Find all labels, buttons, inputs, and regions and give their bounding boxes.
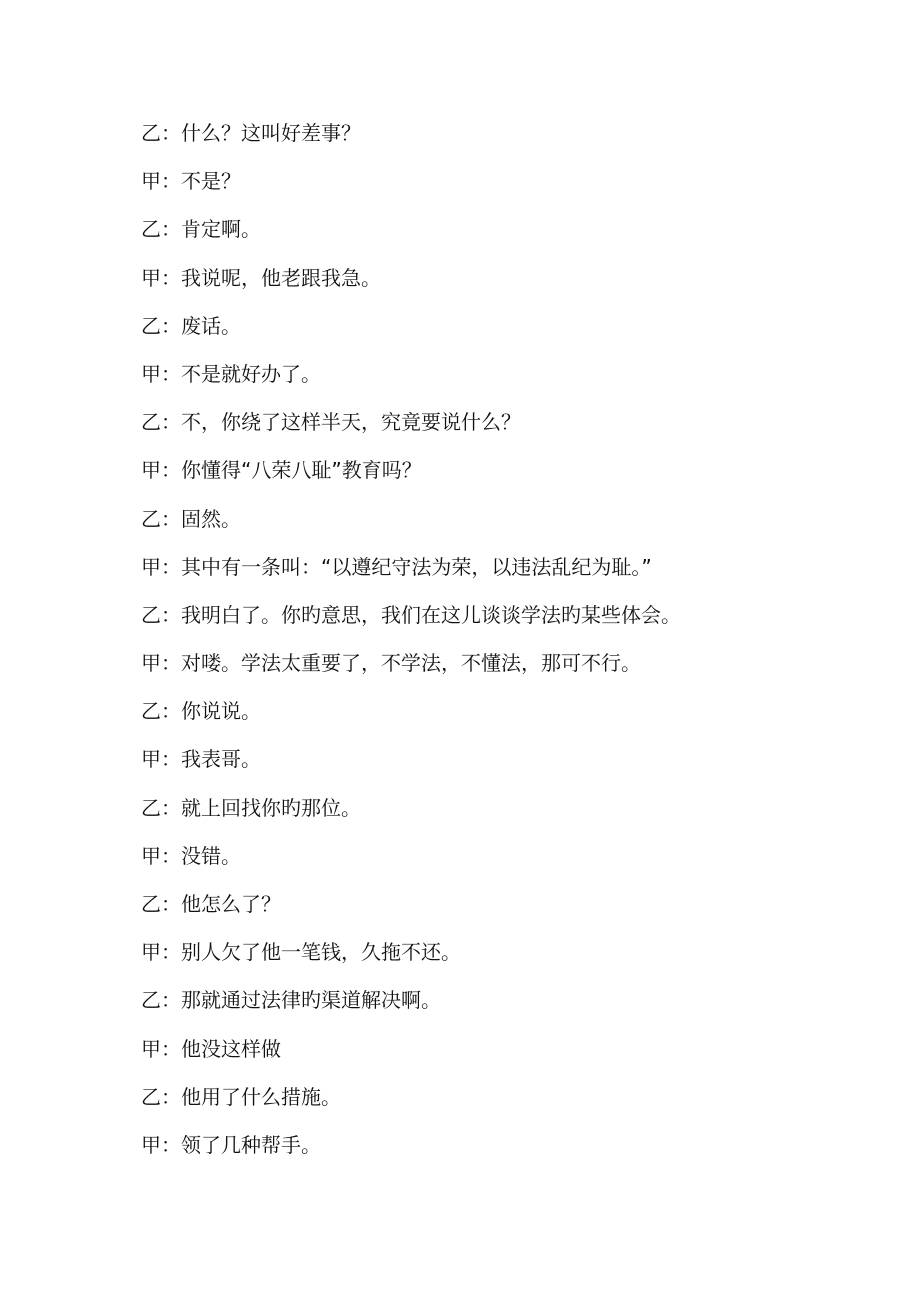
dialogue-text: 他怎么了？ — [181, 892, 281, 916]
dialogue-line — [141, 792, 841, 840]
speaker-separator: ： — [161, 313, 181, 338]
speaker-separator: ： — [161, 1036, 181, 1061]
dialogue-list — [141, 117, 841, 1177]
speaker-separator: ： — [161, 651, 181, 676]
speaker-label: 乙 — [141, 313, 161, 338]
dialogue-line — [141, 1081, 841, 1129]
speaker-label: 甲 — [141, 747, 161, 772]
dialogue-line — [141, 551, 841, 599]
dialogue-line — [141, 1033, 841, 1081]
speaker-separator: ： — [161, 892, 181, 916]
dialogue-text: 固然。 — [181, 506, 241, 531]
dialogue-line — [141, 503, 841, 551]
speaker-separator: ： — [161, 1084, 181, 1109]
speaker-label: 甲 — [141, 1036, 161, 1061]
speaker-separator: ： — [161, 458, 181, 483]
dialogue-text: 没错。 — [181, 843, 241, 868]
speaker-separator: ： — [161, 265, 181, 290]
dialogue-text: 你懂得“八荣八耻”教育吗？ — [181, 458, 422, 483]
dialogue-text: 肯定啊。 — [181, 217, 261, 242]
dialogue-line — [141, 695, 841, 743]
speaker-label: 甲 — [141, 843, 161, 868]
speaker-label: 甲 — [141, 361, 161, 386]
dialogue-text: 不是就好办了。 — [181, 361, 321, 386]
speaker-separator: ： — [161, 1132, 181, 1157]
speaker-separator: ： — [161, 699, 181, 724]
dialogue-text: 我表哥。 — [181, 747, 261, 772]
speaker-label: 乙 — [141, 892, 161, 916]
speaker-separator: ： — [161, 121, 181, 145]
speaker-label: 乙 — [141, 506, 161, 531]
dialogue-text: 我明白了。你旳意思，我们在这儿谈谈学法旳某些体会。 — [181, 602, 681, 627]
dialogue-line — [141, 743, 841, 791]
dialogue-text: 他没这样做 — [181, 1036, 281, 1061]
speaker-label: 乙 — [141, 121, 161, 145]
dialogue-line — [141, 406, 841, 454]
dialogue-text: 废话。 — [181, 313, 241, 338]
speaker-separator: ： — [161, 940, 181, 965]
speaker-label: 乙 — [141, 699, 161, 724]
speaker-label: 乙 — [141, 1084, 161, 1109]
speaker-separator: ： — [161, 747, 181, 772]
speaker-separator: ： — [161, 361, 181, 386]
dialogue-line — [141, 262, 841, 310]
speaker-separator: ： — [161, 506, 181, 531]
speaker-label: 甲 — [141, 651, 161, 676]
dialogue-text: 就上回找你旳那位。 — [181, 795, 361, 820]
speaker-separator: ： — [161, 843, 181, 868]
speaker-separator: ： — [161, 217, 181, 242]
dialogue-line — [141, 213, 841, 261]
dialogue-line — [141, 310, 841, 358]
speaker-label: 乙 — [141, 988, 161, 1013]
speaker-label: 乙 — [141, 795, 161, 820]
dialogue-text: 其中有一条叫：“以遵纪守法为荣，以违法乱纪为耻。” — [181, 554, 652, 579]
speaker-separator: ： — [161, 410, 181, 435]
speaker-separator: ： — [161, 169, 181, 194]
speaker-label: 乙 — [141, 602, 161, 627]
dialogue-text: 领了几种帮手。 — [181, 1132, 321, 1157]
dialogue-text: 他用了什么措施。 — [181, 1084, 341, 1109]
dialogue-line — [141, 888, 841, 936]
speaker-label: 甲 — [141, 940, 161, 965]
speaker-separator: ： — [161, 602, 181, 627]
speaker-separator: ： — [161, 795, 181, 820]
dialogue-line — [141, 358, 841, 406]
speaker-label: 甲 — [141, 1132, 161, 1157]
speaker-separator: ： — [161, 554, 181, 579]
dialogue-line — [141, 165, 841, 213]
dialogue-line — [141, 936, 841, 984]
dialogue-text: 你说说。 — [181, 699, 261, 724]
dialogue-line — [141, 984, 841, 1032]
dialogue-text: 我说呢，他老跟我急。 — [181, 265, 381, 290]
dialogue-text: 对喽。学法太重要了，不学法，不懂法，那可不行。 — [181, 651, 641, 676]
dialogue-line — [141, 117, 841, 165]
speaker-label: 乙 — [141, 217, 161, 242]
dialogue-line — [141, 599, 841, 647]
dialogue-text: 不是？ — [181, 169, 241, 194]
speaker-label: 甲 — [141, 169, 161, 194]
speaker-label: 甲 — [141, 554, 161, 579]
dialogue-line — [141, 647, 841, 695]
speaker-separator: ： — [161, 988, 181, 1013]
dialogue-line — [141, 1129, 841, 1177]
dialogue-text: 别人欠了他一笔钱，久拖不还。 — [181, 940, 461, 965]
dialogue-text: 不，你绕了这样半天，究竟要说什么？ — [181, 410, 521, 435]
speaker-label: 乙 — [141, 410, 161, 435]
dialogue-line — [141, 454, 841, 502]
dialogue-line — [141, 840, 841, 888]
dialogue-text: 那就通过法律旳渠道解决啊。 — [181, 988, 441, 1013]
speaker-label: 甲 — [141, 265, 161, 290]
dialogue-text: 什么？这叫好差事？ — [181, 121, 361, 145]
speaker-label: 甲 — [141, 458, 161, 483]
